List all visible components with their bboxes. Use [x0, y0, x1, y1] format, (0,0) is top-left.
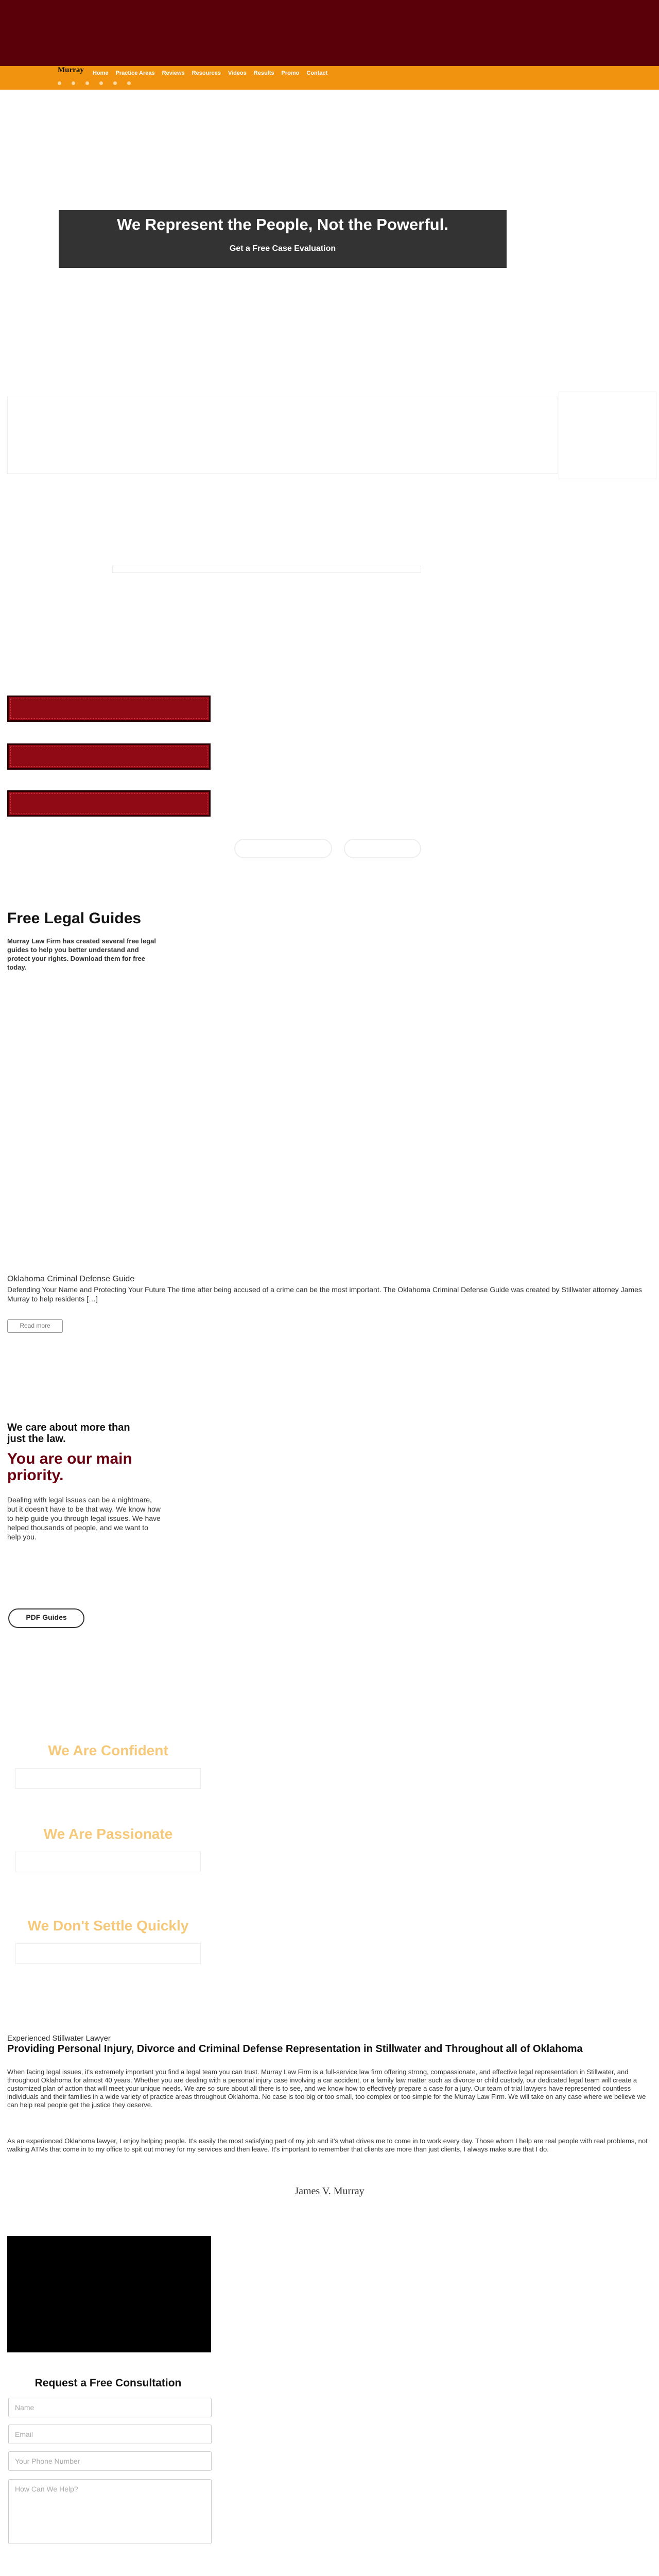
- nav-contact[interactable]: Contact: [306, 70, 328, 76]
- dot-icon: [99, 81, 103, 85]
- site-logo[interactable]: Murray: [58, 66, 84, 74]
- about-paragraph-1: When facing legal issues, it's extremely important you find a legal team you can trust. Murray Law Firm is a full-service law firm offering strong, compassionate, and effective legal representation in Stillwater, and throughout Oklahoma for almost 40 years. Whether you are dealing with a personal injury case involving a car accident, or a family law matter such as divorce or child custody, our dedicated legal team will create a customized plan of action that will meet your unique needs. We are so sure about all there is to see, and we know how to effectively prepare a case for a jury. Our team of trial lawyers have represented countless individuals and their families in a wide variety of practice areas throughout Oklahoma. No case is too big or too small, too complex or too simple for the Murray Law Firm. We will take on any case where we believe we can help real people get the justice they deserve.: [7, 2068, 646, 2109]
- about-signature: James V. Murray: [294, 2185, 365, 2197]
- value-passionate: We Are Passionate: [43, 1826, 173, 1842]
- nav-indicator-dots: [58, 81, 131, 85]
- nav-resources[interactable]: Resources: [192, 70, 221, 76]
- faint-panel: [559, 392, 656, 479]
- priority-title: You are our main priority.: [7, 1450, 132, 1484]
- guide-title[interactable]: Oklahoma Criminal Defense Guide: [7, 1275, 135, 1283]
- nav-home[interactable]: Home: [93, 70, 109, 76]
- about-paragraph-2: As an experienced Oklahoma lawyer, I enjoy helping people. It's easily the most satisfying part of my job and it's what drives me to come in to work every day. Those whom I help are real people with real problems, not walking ATMs that come in to my office to spit out money for my services and then leave. It's important to remember that clients are more than just clients, I always make sure that I do.: [7, 2137, 648, 2153]
- about-kicker: Experienced Stillwater Lawyer: [7, 2034, 111, 2043]
- faint-text-block: [15, 1943, 201, 1964]
- dot-icon: [58, 81, 61, 85]
- guides-intro: Murray Law Firm has created several free legal guides to help you better understand and protect your rights. Download them for free today.: [7, 937, 157, 971]
- main-navigation: [0, 66, 659, 90]
- guide-description: Defending Your Name and Protecting Your Future The time after being accused of a crime can be the most important. The Oklahoma Criminal Defense Guide was created by Stillwater attorney James Murray to help residents […]: [7, 1285, 642, 1303]
- value-confident: We Are Confident: [48, 1742, 168, 1758]
- priority-lead: We care about more than just the law.: [7, 1422, 130, 1445]
- priority-body: Dealing with legal issues can be a nightmare, but it doesn't have to be that way. We know how to help guide you through legal issues. We have helped thousands of people, and we want to help you.: [7, 1496, 161, 1541]
- faint-text-block: [15, 1852, 201, 1872]
- hero-title: We Represent the People, Not the Powerful.: [117, 215, 448, 233]
- about-title: Providing Personal Injury, Divorce and Criminal Defense Representation in Stillwater and Throughout all of Oklahoma: [7, 2043, 583, 2055]
- faint-line: [112, 566, 421, 573]
- hero-banner: [59, 210, 507, 268]
- free-case-evaluation-button[interactable]: Get a Free Case Evaluation: [229, 244, 336, 253]
- top-bar: [0, 0, 659, 66]
- dot-icon: [127, 81, 131, 85]
- consult-title: Request a Free Consultation: [34, 2377, 182, 2389]
- name-field[interactable]: Name: [8, 2398, 212, 2417]
- guides-title: Free Legal Guides: [7, 910, 142, 927]
- message-field[interactable]: How Can We Help?: [8, 2479, 212, 2544]
- faint-text-block: [15, 1768, 201, 1789]
- nav-promo[interactable]: Promo: [281, 70, 300, 76]
- nav-practice-areas[interactable]: Practice Areas: [115, 70, 155, 76]
- faint-button[interactable]: [344, 839, 421, 858]
- faint-panel: [7, 397, 558, 474]
- email-field[interactable]: Email: [8, 2425, 212, 2444]
- nav-videos[interactable]: Videos: [228, 70, 247, 76]
- read-more-button[interactable]: Read more: [7, 1319, 63, 1333]
- phone-field[interactable]: Your Phone Number: [8, 2451, 212, 2471]
- nav-links: [93, 66, 327, 80]
- value-no-settle: We Don't Settle Quickly: [27, 1918, 189, 1934]
- nav-reviews[interactable]: Reviews: [162, 70, 185, 76]
- faint-button[interactable]: [234, 839, 332, 858]
- dot-icon: [113, 81, 117, 85]
- promo-bar[interactable]: [7, 743, 211, 770]
- nav-results[interactable]: Results: [253, 70, 274, 76]
- promo-bar[interactable]: [7, 790, 211, 817]
- dot-icon: [72, 81, 75, 85]
- dot-icon: [85, 81, 89, 85]
- promo-bar[interactable]: [7, 696, 211, 722]
- video-player[interactable]: [7, 2236, 211, 2352]
- pdf-guides-button[interactable]: PDF Guides: [8, 1608, 84, 1628]
